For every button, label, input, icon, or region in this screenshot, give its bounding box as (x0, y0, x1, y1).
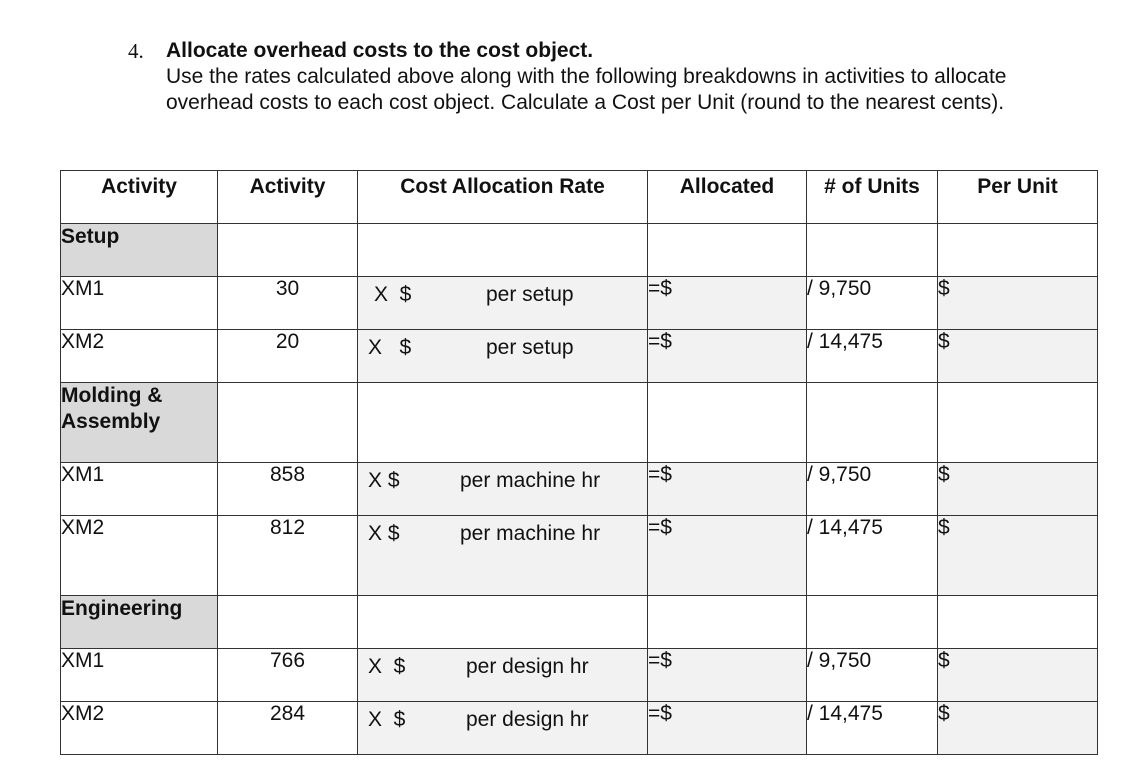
empty-cell (218, 383, 358, 463)
rate-unit: per setup (486, 283, 574, 306)
rate-unit: per design hr (466, 708, 589, 731)
empty-cell (938, 596, 1098, 649)
empty-cell (648, 224, 807, 277)
header-activity: Activity (61, 171, 218, 224)
header-allocated: Allocated (648, 171, 807, 224)
table-row (61, 330, 1098, 383)
empty-cell (218, 224, 358, 277)
empty-cell (218, 596, 358, 649)
rate-cell[interactable] (358, 463, 648, 516)
allocated-cell[interactable]: =$ (648, 649, 807, 702)
step-heading: Allocate overhead costs to the cost object. (166, 39, 594, 62)
rate-unit: per design hr (466, 655, 589, 678)
empty-cell (648, 383, 807, 463)
allocated-cell[interactable]: =$ (648, 516, 807, 596)
section-label: Engineering (61, 596, 218, 649)
allocated-cell[interactable]: =$ (648, 330, 807, 383)
empty-cell (358, 224, 648, 277)
rate-cell[interactable] (358, 649, 648, 702)
rate-prefix: X $ (368, 336, 412, 359)
per-unit-cell[interactable]: $ (938, 649, 1098, 702)
section-row-molding-assembly (61, 383, 1098, 463)
rate-prefix: X $ (368, 708, 406, 731)
empty-cell (938, 383, 1098, 463)
allocated-cell[interactable]: =$ (648, 277, 807, 330)
section-row-setup (61, 224, 1098, 277)
activity-qty-cell: 30 (218, 277, 358, 330)
empty-cell (938, 224, 1098, 277)
section-row-engineering (61, 596, 1098, 649)
per-unit-cell[interactable]: $ (938, 516, 1098, 596)
empty-cell (648, 596, 807, 649)
instructions-block (128, 38, 1088, 116)
product-cell: XM2 (61, 516, 218, 596)
empty-cell (807, 224, 938, 277)
activity-qty-cell: 284 (218, 702, 358, 755)
units-cell: / 14,475 (807, 702, 938, 755)
empty-cell (358, 383, 648, 463)
units-cell: / 9,750 (807, 277, 938, 330)
rate-prefix: X $ (374, 283, 412, 306)
product-cell: XM2 (61, 702, 218, 755)
product-cell: XM1 (61, 649, 218, 702)
rate-prefix: X $ (368, 522, 400, 545)
units-cell: / 14,475 (807, 330, 938, 383)
product-cell: XM1 (61, 277, 218, 330)
activity-qty-cell: 858 (218, 463, 358, 516)
section-label: Molding & Assembly (61, 383, 218, 463)
rate-unit: per machine hr (460, 522, 601, 545)
rate-prefix: X $ (368, 469, 400, 492)
header-row (61, 171, 1098, 224)
rate-unit: per setup (486, 336, 574, 359)
header-units: # of Units (807, 171, 938, 224)
per-unit-cell[interactable]: $ (938, 463, 1098, 516)
allocated-cell[interactable]: =$ (648, 702, 807, 755)
units-cell: / 14,475 (807, 516, 938, 596)
rate-prefix: X $ (368, 655, 406, 678)
table-row (61, 277, 1098, 330)
header-activity-qty: Activity (218, 171, 358, 224)
empty-cell (358, 596, 648, 649)
rate-unit: per machine hr (460, 469, 601, 492)
table-row (61, 702, 1098, 755)
table-row (61, 463, 1098, 516)
per-unit-cell[interactable]: $ (938, 277, 1098, 330)
header-per-unit: Per Unit (938, 171, 1098, 224)
activity-qty-cell: 812 (218, 516, 358, 596)
table-row (61, 516, 1098, 596)
activity-qty-cell: 766 (218, 649, 358, 702)
product-cell: XM2 (61, 330, 218, 383)
units-cell: / 9,750 (807, 463, 938, 516)
rate-cell[interactable] (358, 702, 648, 755)
table-row (61, 649, 1098, 702)
empty-cell (807, 596, 938, 649)
empty-cell (807, 383, 938, 463)
per-unit-cell[interactable]: $ (938, 702, 1098, 755)
step-text: Use the rates calculated above along with the following breakdowns in activities to allocate overhead costs to each cost object. Calculate a Cost per Unit (round to the nearest cents). (166, 65, 1007, 114)
product-cell: XM1 (61, 463, 218, 516)
rate-cell[interactable] (358, 516, 648, 596)
section-label: Setup (61, 224, 218, 277)
step-number: 4. (128, 39, 144, 63)
allocated-cell[interactable]: =$ (648, 463, 807, 516)
header-rate: Cost Allocation Rate (358, 171, 648, 224)
units-cell: / 9,750 (807, 649, 938, 702)
per-unit-cell[interactable]: $ (938, 330, 1098, 383)
rate-cell[interactable] (358, 330, 648, 383)
activity-qty-cell: 20 (218, 330, 358, 383)
rate-cell[interactable] (358, 277, 648, 330)
allocation-table (60, 170, 1098, 755)
